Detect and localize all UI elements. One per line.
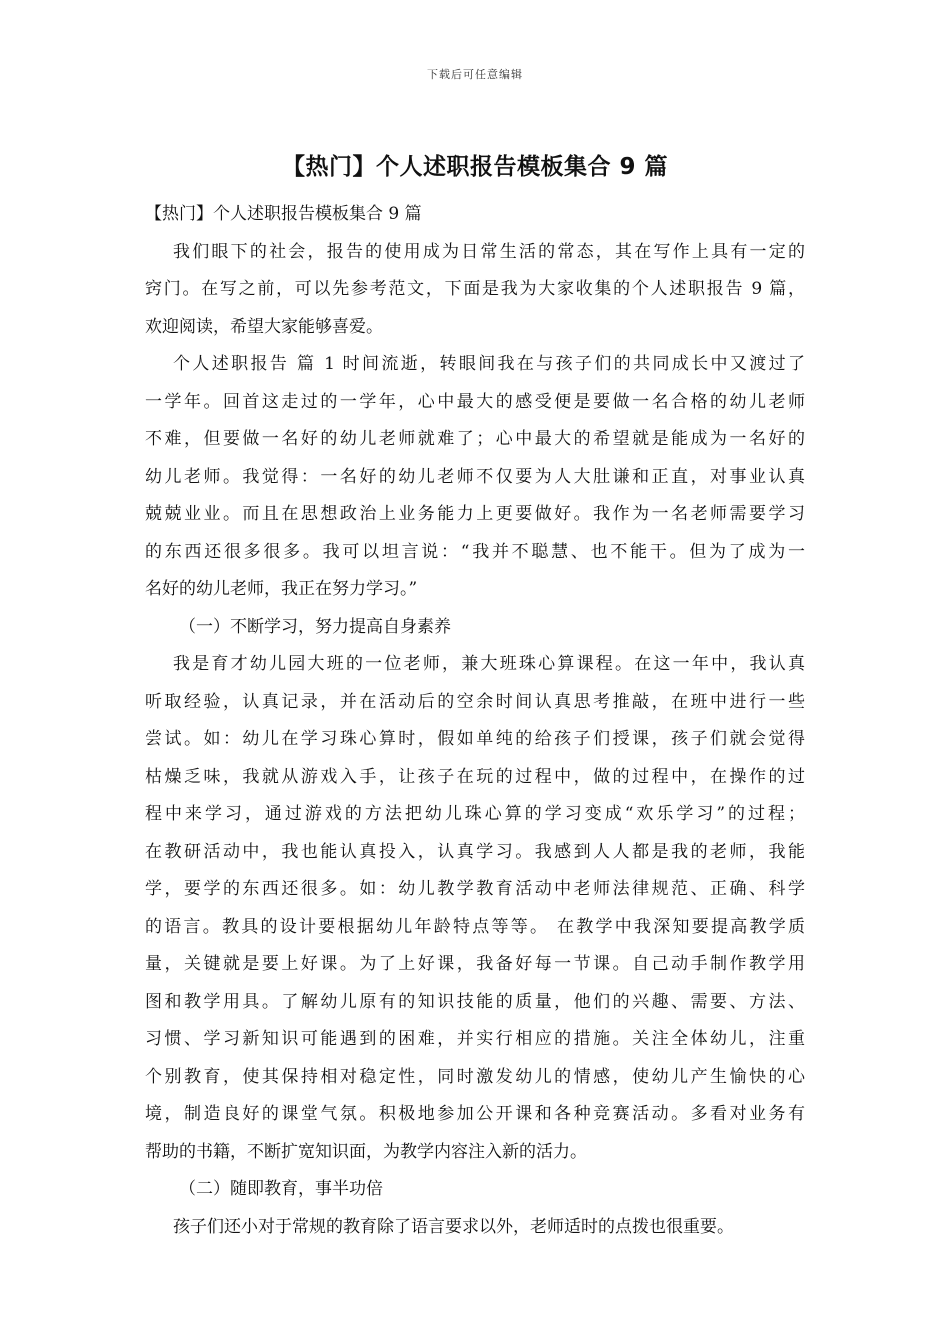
body-text-line: 我们眼下的社会，报告的使用成为日常生活的常态，其在写作上具有一定的 (173, 241, 805, 262)
body-text-line: 帮助的书籍，不断扩宽知识面，为教学内容注入新的活力。 (145, 1141, 587, 1162)
body-text-line: 个别教育，使其保持相对稳定性，同时激发幼儿的情感，使幼儿产生愉快的心 (145, 1066, 805, 1087)
body-text-line: 不难，但要做一名好的幼儿老师就难了；心中最大的希望就是能成为一名好的 (145, 429, 805, 449)
body-text-line: 一学年。回首这走过的一学年，心中最大的感受便是要做一名合格的幼儿老师 (145, 391, 805, 412)
page-header-note: 下载后可任意编辑 (427, 68, 523, 81)
body-text-line: 听取经验，认真记录，并在活动后的空余时间认真思考推敲，在班中进行一些 (145, 691, 805, 712)
body-text-line: 兢兢业业。而且在思想政治上业务能力上更要做好。我作为一名老师需要学习 (145, 504, 805, 524)
body-text-line: 个人述职报告 篇 1 时间流逝，转眼间我在与孩子们的共同成长中又渡过了 (173, 354, 805, 374)
body-text-line: 我是育才幼儿园大班的一位老师，兼大班珠心算课程。在这一年中，我认真 (173, 654, 805, 674)
body-text-line: 枯燥乏味，我就从游戏入手，让孩子在玩的过程中，做的过程中，在操作的过 (145, 766, 805, 787)
body-text-line: 孩子们还小对于常规的教育除了语言要求以外，老师适时的点拨也很重要。 (173, 1216, 734, 1237)
body-text-line: 【热门】个人述职报告模板集合 9 篇 (145, 204, 422, 224)
body-text-line: 图和教学用具。了解幼儿原有的知识技能的质量，他们的兴趣、需要、方法、 (145, 991, 805, 1012)
body-text-line: 境，制造良好的课堂气氛。积极地参加公开课和各种竞赛活动。多看对业务有 (145, 1104, 805, 1124)
body-text-line: 尝试。如：幼儿在学习珠心算时，假如单纯的给孩子们授课，孩子们就会觉得 (145, 729, 805, 749)
body-text-line: 量，关键就是要上好课。为了上好课，我备好每一节课。自己动手制作教学用 (145, 954, 805, 974)
body-text-line: 程中来学习，通过游戏的方法把幼儿珠心算的学习变成“欢乐学习”的过程； (145, 804, 805, 824)
body-text-line: （二）随即教育，事半功倍 (179, 1179, 383, 1199)
body-text-line: 窍门。在写之前，可以先参考范文，下面是我为大家收集的个人述职报告 9 篇， (145, 279, 805, 299)
body-text-line: 的语言。教具的设计要根据幼儿年龄特点等等。 在教学中我深知要提高教学质 (145, 916, 805, 937)
body-text-line: 习惯、学习新知识可能遇到的困难，并实行相应的措施。关注全体幼儿，注重 (145, 1029, 805, 1049)
document-title: 【热门】个人述职报告模板集合 9 篇 (281, 154, 669, 180)
body-text-line: 在教研活动中，我也能认真投入，认真学习。我感到人人都是我的老师，我能 (145, 841, 805, 862)
body-text-line: （一）不断学习，努力提高自身素养 (179, 616, 451, 637)
body-text-line: 的东西还很多很多。我可以坦言说：“我并不聪慧、也不能干。但为了成为一 (145, 541, 805, 562)
document-body (145, 196, 805, 1246)
body-text-line: 幼儿老师。我觉得：一名好的幼儿老师不仅要为人大肚谦和正直，对事业认真 (145, 466, 805, 487)
body-text-line: 名好的幼儿老师，我正在努力学习。” (145, 579, 418, 599)
body-text-line: 学，要学的东西还很多。如：幼儿教学教育活动中老师法律规范、正确、科学 (145, 879, 805, 899)
body-text-line: 欢迎阅读，希望大家能够喜爱。 (145, 316, 383, 337)
